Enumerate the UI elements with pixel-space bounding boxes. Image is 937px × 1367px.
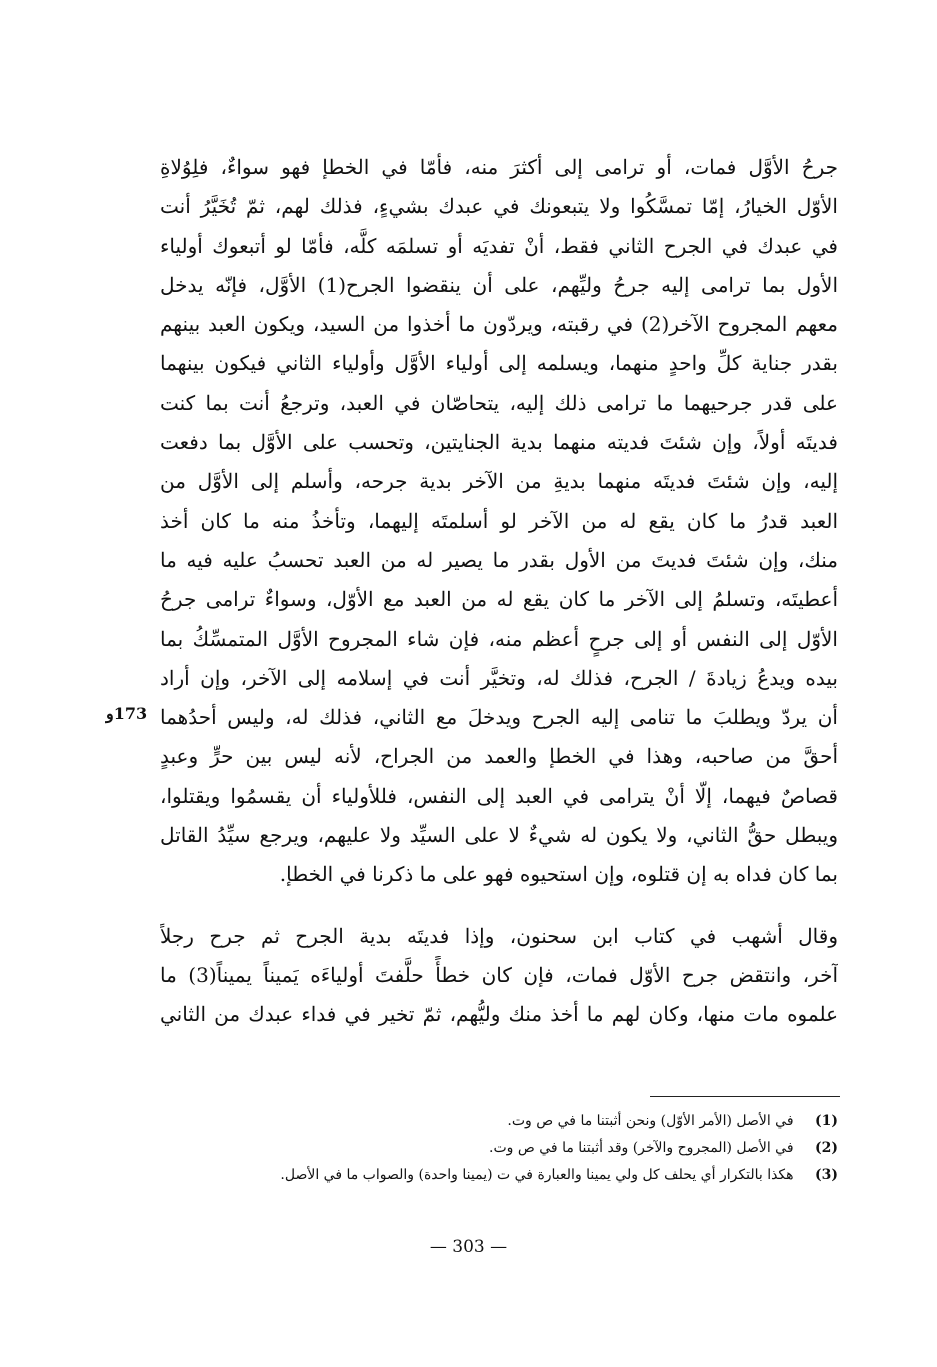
paragraph-gap: [160, 895, 838, 917]
footnote-number: (3): [815, 1167, 838, 1183]
footnote-text: في الأصل (الأمر الأوّل) ونحن أثبتنا ما في ص وت.: [507, 1113, 794, 1129]
footnote: [170, 1162, 838, 1189]
footnotes: [170, 1108, 838, 1189]
text-line: أعطيتَه، وتسلمُ إلى الآخر ما كان يقع له من العبد مع الأوّل، وسواءٌ ترامى جرحُ: [160, 587, 838, 612]
text-line: بما كان فداه به إن قتلوه، وإن استحيوه فهو على ما ذكرنا في الخطإ.: [279, 862, 838, 887]
text-line: أن يردّ ويطلبَ ما تنامى إليه الجرح ويدخلَ مع الثاني، فذلك له، وليس أحدُهما: [160, 705, 838, 730]
text-line: جرحُ الأوَّل فمات، أو ترامى إلى أكثرَ منه، فأمّا في الخطإ فهو سواءٌ، فلِوُلاةِ: [160, 155, 838, 179]
paragraph-2: [160, 917, 838, 1035]
text-line: فديتَه أولاً، وإن شئتَ فديته منهما بدية الجنايتين، وتحسب على الأوَّل بما دفعت: [160, 430, 838, 455]
footnote-text: في الأصل (المجروح والآخر) وقد أثبتنا ما في ص وت.: [489, 1140, 794, 1156]
text-line: بيده ويدعُ زيادةَ / الجرح، فذلك له، وتخيَّر أنت في إسلامه إلى الآخر، وإن أراد: [160, 665, 838, 690]
footnote-number: (2): [815, 1140, 838, 1156]
footnote-separator: [650, 1096, 840, 1097]
text-line: ويبطل حقُّ الثاني، ولا يكون له شيءٌ لا على السيِّد ولا عليهم، ويرجع سيِّدُ القاتل: [160, 823, 838, 848]
text-line: وقال أشهب في كتاب ابن سحنون، وإذا فديتَه بدية الجرح ثم جرح رجلاً: [160, 923, 838, 948]
footnote: [170, 1108, 838, 1135]
footnote-number: (1): [815, 1113, 838, 1129]
text-line: آخر، وانتقض جرح الأوّل فمات، فإن كان خطأً حلَّفتَ أولياءَه يَميناً يميناً(3) ما: [160, 962, 838, 987]
text-line: معهم المجروح الآخر(2) في رقبته، ويردّون ما أخذوا من السيد، ويكون العبد بينهم: [160, 312, 838, 337]
text-line: الأول بما ترامى إليه جرحُ وليِّهم، على أن ينقضوا الجرح(1) الأوَّل، فإنّه يدخل: [160, 272, 838, 297]
page-number: — 303 —: [429, 1237, 508, 1257]
text-line: العبد قدرُ ما كان يقع له من الآخر لو أسلمتَه إليهما، وتأخذُ منه ما كان أخذ: [160, 508, 838, 533]
text-line: إليه، وإن شئتَ فديتَه منهما بديةِ من الآخر بدية جرحه، وأسلم إلى الأوَّل من: [160, 469, 838, 494]
text-line: في عبدك في الجرح الثاني فقط، أنْ تفديَه أو تسلمَه كلَّه، فأمّا لو أتبعوك أولياء: [160, 233, 838, 258]
text-line: على قدر جرحيهما ما ترامى ذلك إليه، يتحاصّان في العبد، وترجعُ أنت بما كنت: [160, 390, 838, 415]
text-line: الأوّل الخيارُ، إمّا تمسَّكُوا ولا يتبعونك في عبدك بشيءٍ، فذلك لهم، ثمّ تُخَيَّرُ أنت: [160, 194, 838, 219]
paragraph-1: [160, 148, 838, 895]
text-line: الأوّل إلى النفس أو إلى جرحٍ أعظم منه، فإن شاء المجروح الأوَّل المتمسِّكُ بما: [160, 626, 838, 651]
text-line: منك، وإن شئتَ فديتَ من الأول بقدر ما يصير له من العبد تحسبُ عليه فيه ما: [160, 547, 838, 572]
footnote-text: هكذا بالتكرار أي يحلف كل ولي يمينا والعبارة في ت (يمينا واحدة) والصواب ما في الأصل.: [280, 1167, 794, 1183]
manuscript-folio-note: 173و: [106, 704, 148, 723]
text-line: أحقَّ من صاحبه، وهذا في الخطإ والعمد من الجراح، لأنه ليس بين حرٍّ وعبدٍ: [160, 744, 838, 769]
text-line: قصاصٌ فيهما، إلّا أنْ يترامى في العبد إلى النفس، فللأولياء أن يقسمُوا ويقتلوا،: [160, 783, 838, 808]
main-text: [160, 148, 838, 1035]
text-line: بقدر جناية كلِّ واحدٍ منهما، ويسلمه إلى أولياء الأوَّل وأولياء الثاني فيكون بينهما: [160, 351, 838, 376]
text-line: علموه مات منها، وكان لهم ما أخذ منك وليُّهم، ثمّ تخير في فداء عبدك من الثاني: [160, 1002, 838, 1027]
footnote: [170, 1135, 838, 1162]
